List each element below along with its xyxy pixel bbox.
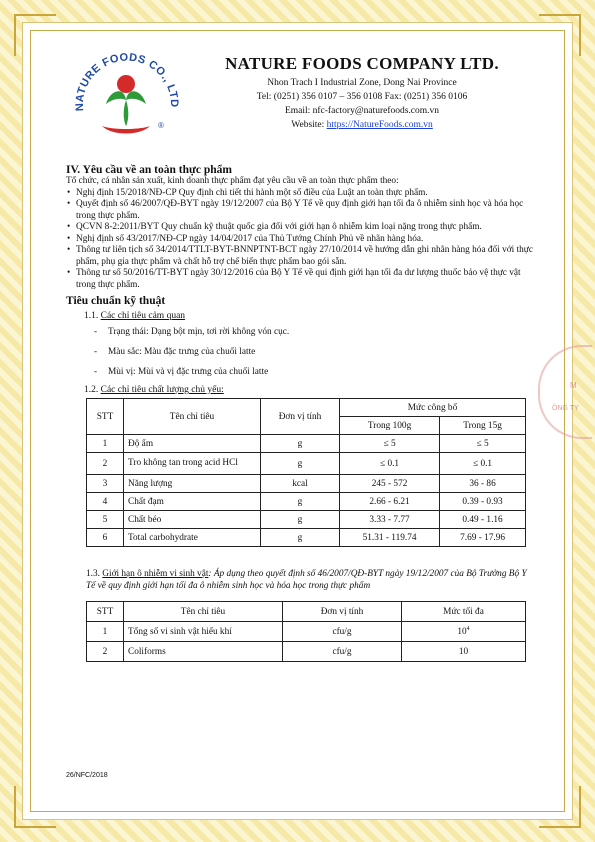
table-cell: 245 - 572	[340, 475, 440, 493]
subsection-number: 1.3.	[86, 569, 103, 579]
list-item: - Trạng thái: Dạng bột mịn, tơi rời không vón cục.	[94, 327, 536, 338]
table-cell: 2.66 - 6.21	[340, 493, 440, 511]
max-value: 10	[457, 627, 467, 638]
quality-title	[66, 385, 536, 395]
table-cell: 51.31 - 119.74	[340, 529, 440, 547]
table-header: STT	[87, 399, 124, 435]
quality-table	[86, 398, 526, 547]
table-cell: ≤ 0.1	[340, 453, 440, 475]
table-row	[87, 622, 526, 642]
list-item: • Nghị định 15/2018/NĐ-CP Quy định chi tiết thi hành một số điều của Luật an toàn thực phẩm.	[66, 188, 536, 200]
company-info	[192, 54, 532, 130]
table-cell: 1	[87, 435, 124, 453]
table-cell: g	[261, 529, 340, 547]
table-cell: 1	[87, 622, 124, 642]
company-logo	[66, 40, 186, 160]
table-cell: Độ ẩm	[124, 435, 261, 453]
table-cell: 0.39 - 0.93	[440, 493, 526, 511]
table-header: Trong 15g	[440, 417, 526, 435]
table-header: Trong 100g	[340, 417, 440, 435]
list-item: - Mùi vị: Mùi và vị đặc trưng của chuối latte	[94, 367, 536, 378]
table-cell: 2	[87, 453, 124, 475]
table-cell: 5	[87, 511, 124, 529]
stamp-letter: M	[570, 381, 577, 390]
subsection-label: Các chỉ tiêu cảm quan	[100, 311, 186, 321]
table-header: Đơn vị tính	[261, 399, 340, 435]
table-cell: 10	[402, 642, 526, 662]
table-cell: 36 - 86	[440, 475, 526, 493]
table-row	[87, 511, 526, 529]
table-cell: cfu/g	[283, 642, 402, 662]
letterhead	[66, 40, 536, 160]
table-cell: g	[261, 435, 340, 453]
subsection-label: Các chỉ tiêu chất lượng chủ yếu:	[100, 385, 224, 395]
table-cell: 0.49 - 1.16	[440, 511, 526, 529]
table-cell: Total carbohydrate	[124, 529, 261, 547]
table-cell: 7.69 - 17.96	[440, 529, 526, 547]
regulation-list	[66, 188, 536, 292]
table-cell: cfu/g	[283, 622, 402, 642]
company-address: Nhon Trach I Industrial Zone, Dong Nai Province	[267, 78, 457, 88]
table-cell: 3.33 - 7.77	[340, 511, 440, 529]
table-header: Tên chỉ tiêu	[124, 399, 261, 435]
table-cell: Năng lượng	[124, 475, 261, 493]
sensory-list	[66, 327, 536, 378]
table-cell: Tro không tan trong acid HCl	[124, 453, 261, 475]
table-row	[87, 435, 526, 453]
table-cell: 2	[87, 642, 124, 662]
company-name: NATURE FOODS COMPANY LTD.	[225, 54, 499, 73]
section-intro: Tổ chức, cá nhân sản xuất, kinh doanh thực phẩm đạt yêu cầu về an toàn thực phẩm theo:	[66, 176, 399, 186]
table-header: STT	[87, 602, 124, 622]
subsection-label: Giới hạn ô nhiễm vi sinh vật	[102, 569, 209, 579]
table-cell: kcal	[261, 475, 340, 493]
list-item: - Màu sắc: Màu đặc trưng của chuối latte	[94, 347, 536, 358]
microbial-note	[66, 569, 536, 592]
table-header: Mức công bố	[340, 399, 526, 417]
section-title: IV. Yêu cầu về an toàn thực phẩm	[66, 164, 233, 176]
table-cell: Chất đạm	[124, 493, 261, 511]
corner-ornament	[539, 14, 581, 56]
microbial-table	[86, 601, 526, 662]
table-header: Mức tối đa	[402, 602, 526, 622]
list-item: • QCVN 8-2:2011/BYT Quy chuẩn kỹ thuật quốc gia đối với giới hạn ô nhiễm kim loại nặng trong thực phẩm.	[66, 222, 536, 234]
table-cell: 4	[87, 493, 124, 511]
table-row	[87, 453, 526, 475]
microbial-note-text: : Áp dụng theo quyết định số 46/2007/QĐ-BYT ngày 19/12/2007 của Bộ Trưởng Bộ Y Tế về quy định giới hạn tối đa ô nhiễm sinh học và hóa học trong thực phẩm	[86, 569, 527, 591]
table-cell: 3	[87, 475, 124, 493]
table-cell: 6	[87, 529, 124, 547]
document-content	[66, 40, 536, 662]
table-row	[87, 475, 526, 493]
stamp-text: ÔNG TY	[552, 405, 579, 412]
max-exponent: 4	[466, 625, 470, 632]
table-row	[87, 493, 526, 511]
list-item: • Nghị định số 43/2017/NĐ-CP ngày 14/04/2017 của Thủ Tướng Chính Phủ về nhãn hàng hóa.	[66, 234, 536, 246]
table-header: Đơn vị tính	[283, 602, 402, 622]
table-cell: g	[261, 511, 340, 529]
table-cell: ≤ 5	[340, 435, 440, 453]
table-cell: Chất béo	[124, 511, 261, 529]
logo-registered-mark: ®	[158, 121, 164, 130]
corner-ornament	[539, 786, 581, 828]
website-label: Website:	[291, 120, 327, 130]
subsection-number: 1.1.	[84, 311, 101, 321]
table-row	[87, 529, 526, 547]
table-cell: Coliforms	[124, 642, 283, 662]
company-email: Email: nfc-factory@naturefoods.com.vn	[284, 106, 440, 116]
table-cell: ≤ 5	[440, 435, 526, 453]
table-cell: g	[261, 493, 340, 511]
sensory-title	[66, 311, 536, 321]
standards-title: Tiêu chuẩn kỹ thuật	[66, 295, 166, 307]
logo-arc-text: NATURE FOODS CO., LTD	[73, 51, 181, 112]
subsection-number: 1.2.	[84, 385, 101, 395]
list-item: • Quyết định số 46/2007/QĐ-BYT ngày 19/12/2007 của Bộ Y Tế về quy định giới hạn tối đa ô nhiễm sinh học và hóa học trong thực phẩm.	[66, 199, 536, 222]
document-code: 26/NFC/2018	[66, 772, 108, 779]
company-tel: Tel: (0251) 356 0107 – 356 0108 Fax: (0251) 356 0106	[256, 92, 468, 102]
table-row	[87, 642, 526, 662]
list-item: • Thông tư số 50/2016/TT-BYT ngày 30/12/2016 của Bộ Y Tế về qui định giới hạn tối đa dư lượng thuốc bảo vệ thực vật trong thực phẩm.	[66, 268, 536, 291]
corner-ornament	[14, 14, 56, 56]
list-item: • Thông tư liên tịch số 34/2014/TTLT-BYT-BNNPTNT-BCT ngày 27/10/2014 về hướng dẫn ghi nhãn hàng hóa đối với thực phẩm, phụ gia thực phẩm và chất hỗ trợ chế biến thực phẩm bao gói sẵn.	[66, 245, 536, 268]
table-cell: Tổng số vi sinh vật hiếu khí	[124, 622, 283, 642]
table-header: Tên chỉ tiêu	[124, 602, 283, 622]
table-cell	[402, 622, 526, 642]
website-link[interactable]: https://NatureFoods.com.vn	[326, 120, 433, 130]
company-website	[192, 120, 532, 130]
corner-ornament	[14, 786, 56, 828]
table-cell: ≤ 0.1	[440, 453, 526, 475]
table-cell: g	[261, 453, 340, 475]
